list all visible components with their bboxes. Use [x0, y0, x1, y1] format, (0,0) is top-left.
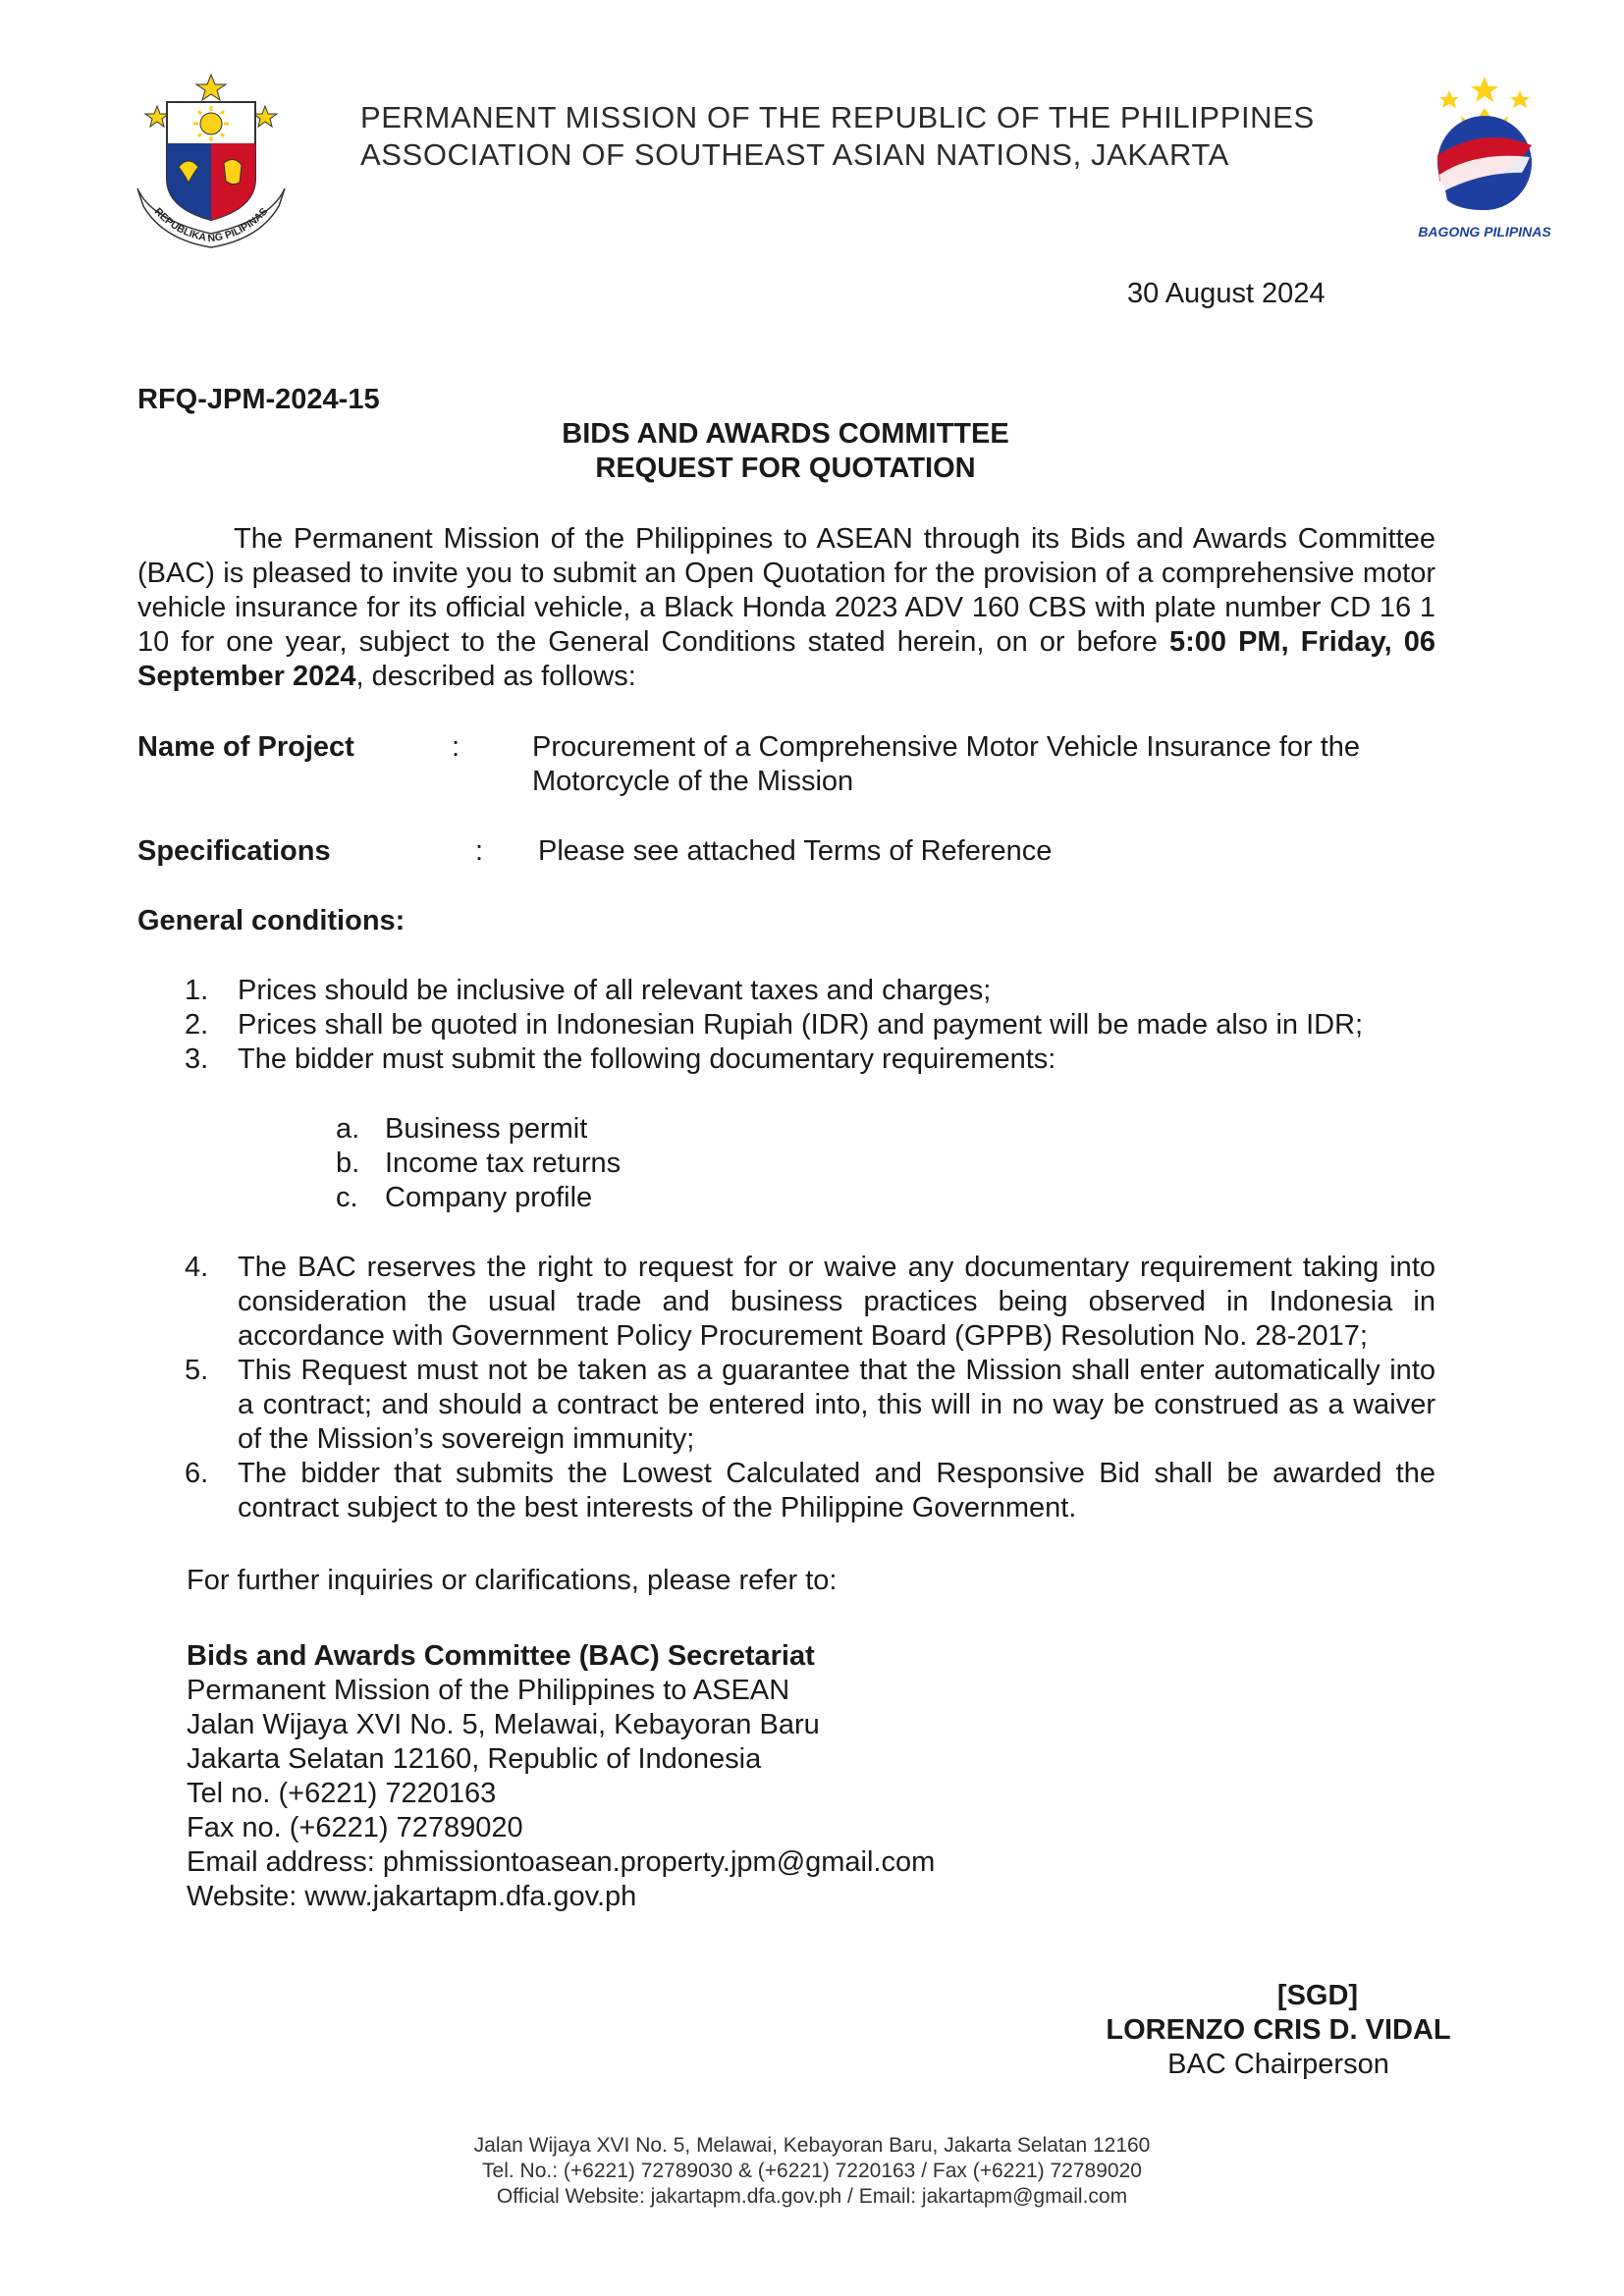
philippine-seal-icon	[132, 73, 291, 249]
document-title: REQUEST FOR QUOTATION	[595, 453, 976, 484]
signatory-title: BAC Chairperson	[1167, 2049, 1389, 2080]
list-item-number: 4.	[185, 1252, 209, 1283]
contact-address-2: Jakarta Selatan 12160, Republic of Indonesia	[187, 1743, 762, 1775]
signature-block	[1092, 1979, 1465, 2082]
sublist-item	[336, 1147, 621, 1181]
conditions-list-1	[185, 974, 1435, 1077]
contact-address-1: Jalan Wijaya XVI No. 5, Melawai, Kebayoran Baru	[187, 1709, 820, 1740]
footer-web: Official Website: jakartapm.dfa.gov.ph / Email: jakartapm@gmail.com	[496, 2185, 1128, 2208]
sublist-item-text: Income tax returns	[385, 1148, 622, 1179]
contact-block	[187, 1639, 935, 1914]
intro-suffix: , described as follows:	[355, 661, 636, 692]
committee-title: BIDS AND AWARDS COMMITTEE	[562, 418, 1009, 450]
sublist-item	[336, 1112, 621, 1147]
intro-deadline: 5:00 PM, Friday, 06 September 2024	[137, 626, 1435, 692]
intro-text: The Permanent Mission of the Philippines to ASEAN through its Bids and Awards Committee (BAC) is pleased to invite you to submit an Open Quotation for the provision of a comprehensive motor vehicle insurance for its official vehicle, a Black Honda 2023 ADV 160 CBS with plate number CD 16 1 10 for one year, subject to the General Conditions stated herein, on or before	[137, 523, 1435, 658]
letter-date: 30 August 2024	[1127, 278, 1326, 309]
bagong-pilipinas-logo-icon	[1406, 77, 1563, 243]
sublist-item-letter: b.	[336, 1148, 360, 1179]
bagong-pilipinas-text: BAGONG PILIPINAS	[1418, 224, 1551, 240]
specifications-colon: :	[475, 835, 484, 867]
list-item	[185, 974, 1435, 1008]
sublist-item-text: Company profile	[385, 1182, 593, 1213]
mission-line-1: PERMANENT MISSION OF THE REPUBLIC OF THE PHILIPPINES	[360, 100, 1315, 134]
list-item-text: This Request must not be taken as a guarantee that the Mission shall enter automatically into a contract; and should a contract be entered into, this will in no way be construed as a waiver of the Mission’s sovereign immunity;	[238, 1355, 1435, 1455]
contact-tel: Tel no. (+6221) 7220163	[187, 1778, 497, 1809]
sublist-item-text: Business permit	[385, 1113, 588, 1145]
sublist-item-letter: c.	[336, 1182, 358, 1213]
mission-line-2: ASSOCIATION OF SOUTHEAST ASIAN NATIONS, JAKARTA	[360, 137, 1229, 172]
list-item-number: 5.	[185, 1355, 209, 1386]
contact-website: Website: www.jakartapm.dfa.gov.ph	[187, 1881, 637, 1912]
mission-header	[360, 99, 1315, 174]
sublist-item	[336, 1181, 621, 1215]
contact-fax: Fax no. (+6221) 72789020	[187, 1812, 523, 1843]
signature-sgd: [SGD]	[1276, 1980, 1359, 2011]
project-value	[532, 730, 1360, 799]
project-value-line-2: Motorcycle of the Mission	[532, 766, 854, 797]
contact-name: Bids and Awards Committee (BAC) Secretariat	[187, 1640, 815, 1672]
list-item	[185, 1354, 1435, 1457]
project-value-line-1: Procurement of a Comprehensive Motor Vehicle Insurance for the	[532, 731, 1361, 763]
specifications-label: Specifications	[137, 835, 331, 867]
list-item-number: 1.	[185, 975, 209, 1006]
list-item	[185, 1042, 1435, 1077]
inquiries-text: For further inquiries or clarifications, please refer to:	[187, 1565, 838, 1596]
general-conditions-heading: General conditions:	[137, 905, 406, 936]
list-item-text: Prices shall be quoted in Indonesian Rupiah (IDR) and payment will be made also in IDR;	[238, 1009, 1364, 1041]
conditions-list-2	[185, 1251, 1435, 1525]
list-item-number: 2.	[185, 1009, 209, 1041]
list-item-text: The bidder must submit the following documentary requirements:	[238, 1043, 1056, 1075]
footer-address: Jalan Wijaya XVI No. 5, Melawai, Kebayoran Baru, Jakarta Selatan 12160	[473, 2134, 1151, 2157]
specifications-value: Please see attached Terms of Reference	[538, 835, 1053, 867]
signatory-name: LORENZO CRIS D. VIDAL	[1106, 2014, 1451, 2046]
list-item	[185, 1251, 1435, 1354]
project-label: Name of Project	[137, 731, 354, 763]
project-colon: :	[452, 731, 460, 763]
page-footer	[0, 2133, 1624, 2210]
sublist-item-letter: a.	[336, 1113, 360, 1145]
list-item-text: The bidder that submits the Lowest Calculated and Responsive Bid shall be awarded the contract subject to the best interests of the Philippine Government.	[238, 1458, 1435, 1523]
contact-org: Permanent Mission of the Philippines to ASEAN	[187, 1675, 790, 1706]
list-item-number: 3.	[185, 1043, 209, 1075]
contact-email: Email address: phmissiontoasean.property.jpm@gmail.com	[187, 1846, 936, 1878]
rfq-reference: RFQ-JPM-2024-15	[137, 384, 380, 415]
list-item-number: 6.	[185, 1458, 209, 1489]
seal-text: REPUBLIKA NG PILIPINAS	[151, 205, 271, 245]
intro-paragraph	[137, 522, 1435, 694]
footer-phone: Tel. No.: (+6221) 72789030 & (+6221) 7220163 / Fax (+6221) 72789020	[482, 2160, 1142, 2182]
list-item-text: Prices should be inclusive of all relevant taxes and charges;	[238, 975, 992, 1006]
list-item-text: The BAC reserves the right to request for or waive any documentary requirement taking into consideration the usual trade and business practices being observed in Indonesia in accordance with Government Policy Procurement Board (GPPB) Resolution No. 28-2017;	[238, 1252, 1435, 1352]
requirements-sublist	[336, 1112, 621, 1215]
list-item	[185, 1457, 1435, 1525]
list-item	[185, 1008, 1435, 1042]
